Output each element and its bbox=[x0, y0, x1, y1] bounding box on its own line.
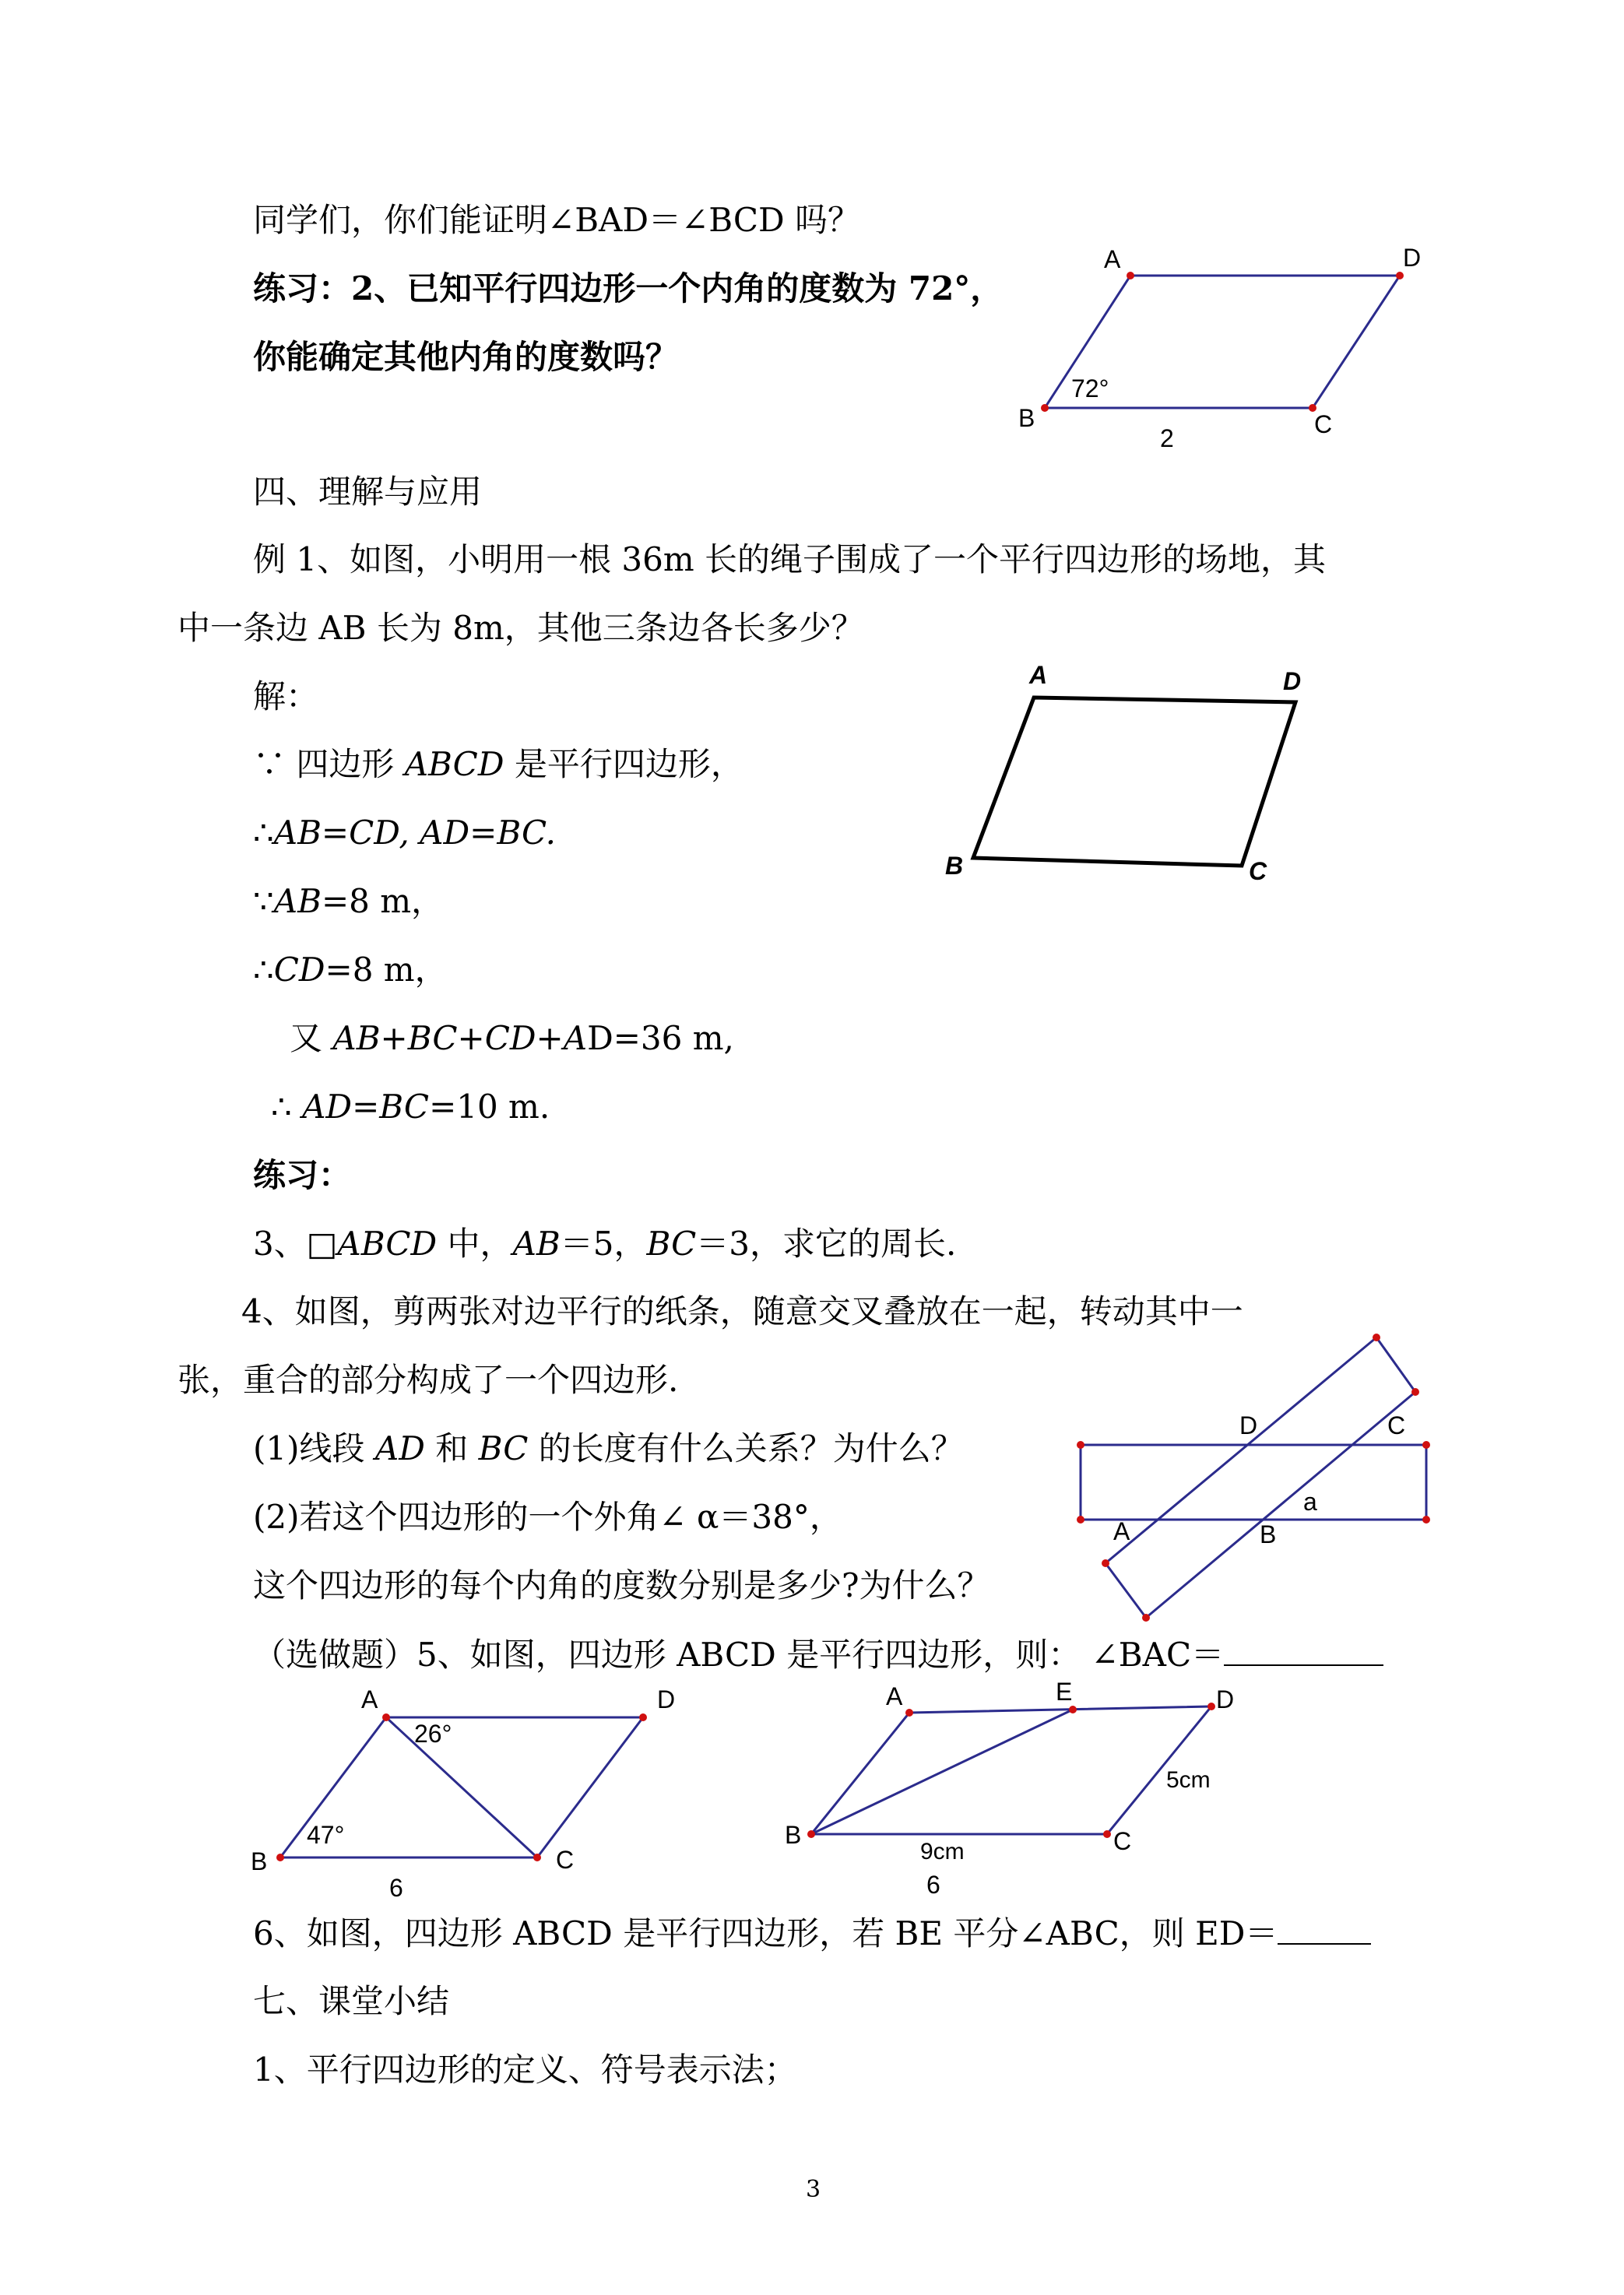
example-1-line2: 中一条边 AB 长为 8m，其他三条边各长多少？ bbox=[178, 609, 864, 647]
section-4-heading: 四、理解与应用 bbox=[253, 473, 483, 511]
figure-exercise-6 bbox=[779, 1674, 1277, 1899]
exercise-4-line2: 张，重合的部分构成了一个四边形. bbox=[178, 1361, 679, 1399]
figure-crossed-strips bbox=[1067, 1316, 1487, 1635]
fig1-label-d: D bbox=[1403, 244, 1422, 272]
fig5-label-a: A bbox=[886, 1682, 903, 1710]
exercise-2-line2: 你能确定其他内角的度数吗？ bbox=[253, 338, 679, 376]
solution-step-3: ∵AB=8 m， bbox=[253, 882, 445, 920]
figure-parallelogram-72 bbox=[1004, 234, 1471, 467]
exercise-heading: 练习： bbox=[253, 1156, 352, 1194]
fig5-label-c: C bbox=[1113, 1827, 1132, 1855]
solution-label: 解： bbox=[253, 677, 319, 715]
solution-step-6: ∴ AD=BC=10 m. bbox=[271, 1088, 550, 1126]
summary-item-1: 1、平行四边形的定义、符号表示法； bbox=[253, 2051, 797, 2089]
fig4-label-c: C bbox=[556, 1846, 575, 1874]
solution-step-1: ∵ 四边形 ABCD 是平行四边形， bbox=[253, 745, 743, 783]
exercise-5: （选做题）5、如图，四边形 ABCD 是平行四边形，则： ∠BAC＝ bbox=[253, 1635, 1383, 1675]
answer-blank-6[interactable] bbox=[1278, 1914, 1371, 1945]
exercise-4-q2-cont: 这个四边形的每个内角的度数分别是多少?为什么？ bbox=[253, 1566, 990, 1604]
fig1-label-b: B bbox=[1018, 404, 1035, 432]
exercise-2-line1: 练习：2、已知平行四边形一个内角的度数为 72°， bbox=[253, 269, 1004, 308]
example-1-line1: 例 1、如图，小明用一根 36m 长的绳子围成了一个平行四边形的场地，其 bbox=[253, 540, 1327, 578]
answer-blank-5[interactable] bbox=[1224, 1635, 1383, 1666]
fig4-label-a: A bbox=[361, 1685, 378, 1713]
exercise-3: 3、□ABCD 中，AB＝5，BC＝3，求它的周长. bbox=[253, 1225, 957, 1263]
fig5-side-cd: 5cm bbox=[1166, 1767, 1211, 1793]
fig1-angle: 72° bbox=[1071, 374, 1109, 402]
fig2-label-a: A bbox=[1029, 661, 1048, 689]
exercise-4-q1: (1)线段 AD 和 BC 的长度有什么关系？为什么？ bbox=[253, 1429, 964, 1467]
exercise-4-line1: 4、如图，剪两张对边平行的纸条，随意交叉叠放在一起，转动其中一 bbox=[241, 1292, 1243, 1330]
solution-step-2: ∴AB=CD, AD=BC. bbox=[253, 814, 556, 852]
solution-step-4: ∴CD=8 m， bbox=[253, 951, 448, 989]
solution-step-5: 又 AB+BC+CD+AD=36 m, bbox=[290, 1019, 734, 1057]
section-7-heading: 七、课堂小结 bbox=[253, 1982, 450, 2020]
figure-example-parallelogram bbox=[934, 654, 1323, 887]
exercise-4-q2: (2)若这个四边形的一个外角∠ α＝38°， bbox=[253, 1498, 842, 1536]
intro-question: 同学们，你们能证明∠BAD＝∠BCD 吗？ bbox=[253, 201, 861, 239]
fig1-side: 2 bbox=[1160, 424, 1174, 452]
fig4-angle-bottom: 47° bbox=[307, 1821, 345, 1849]
fig2-label-d: D bbox=[1283, 667, 1302, 695]
fig5-label-b: B bbox=[785, 1821, 802, 1849]
fig4-side: 6 bbox=[389, 1874, 403, 1902]
fig5-side-bc: 9cm bbox=[920, 1839, 965, 1864]
fig1-label-a: A bbox=[1104, 245, 1121, 273]
figure-exercise-5 bbox=[241, 1674, 677, 1907]
fig3-alpha: a bbox=[1303, 1488, 1317, 1516]
fig4-label-d: D bbox=[657, 1685, 676, 1713]
fig5-label-e: E bbox=[1056, 1678, 1073, 1706]
fig2-label-b: B bbox=[945, 852, 964, 880]
fig3-label-d: D bbox=[1239, 1411, 1258, 1439]
fig3-label-c: C bbox=[1387, 1411, 1406, 1439]
fig4-label-b: B bbox=[251, 1847, 268, 1875]
fig4-angle-top: 26° bbox=[414, 1720, 452, 1748]
exercise-6: 6、如图，四边形 ABCD 是平行四边形，若 BE 平分∠ABC，则 ED＝ bbox=[253, 1914, 1371, 1953]
fig1-label-c: C bbox=[1314, 410, 1333, 438]
fig3-label-b: B bbox=[1260, 1520, 1277, 1548]
fig5-below: 6 bbox=[926, 1871, 940, 1899]
page-number: 3 bbox=[806, 2176, 821, 2203]
fig2-label-c: C bbox=[1249, 857, 1267, 885]
fig3-label-a: A bbox=[1113, 1517, 1130, 1545]
fig5-label-d: D bbox=[1216, 1685, 1235, 1713]
